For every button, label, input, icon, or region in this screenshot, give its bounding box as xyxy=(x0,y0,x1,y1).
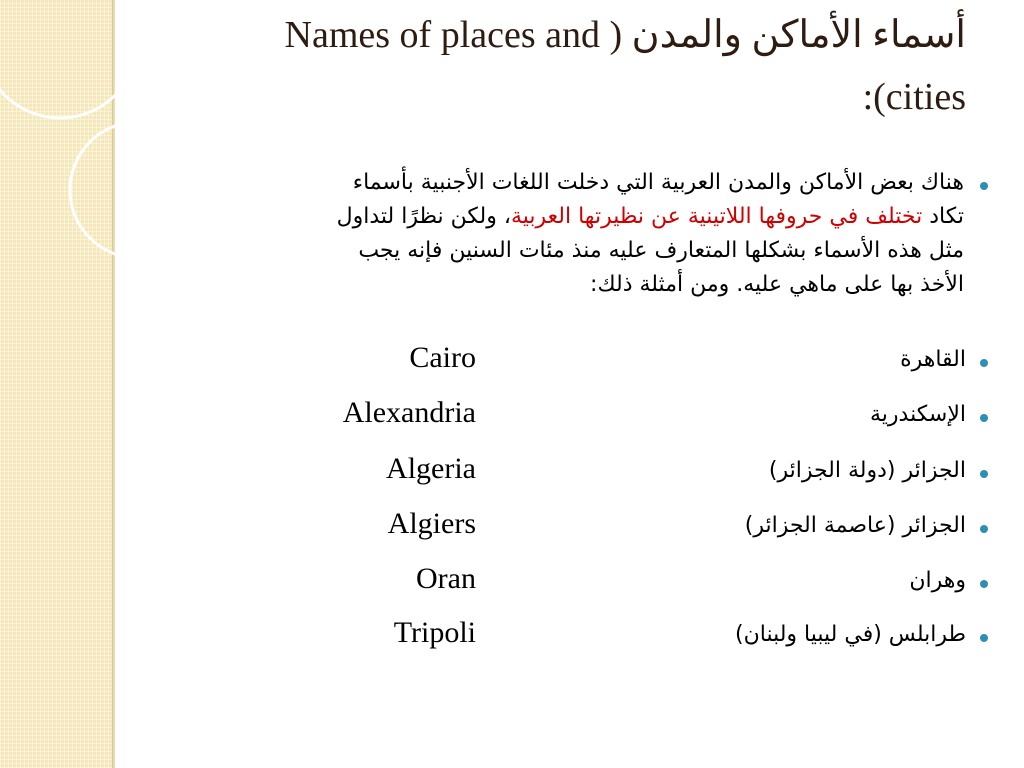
example-row-tripoli xyxy=(0,616,1024,666)
bullet-icon xyxy=(980,359,988,367)
example-row-oran xyxy=(0,562,1024,612)
title-line-2: cities): xyxy=(862,76,966,118)
bullet-icon xyxy=(980,525,988,533)
arabic-name: الإسكندرية xyxy=(870,402,966,427)
paragraph-text: ، ولكن نظرًا لتداول xyxy=(336,204,511,229)
arabic-name: طرابلس (في ليبيا ولبنان) xyxy=(735,622,966,647)
bullet-icon xyxy=(980,580,988,588)
paragraph-text: تكاد xyxy=(922,204,964,229)
intro-paragraph xyxy=(164,166,964,302)
arabic-name: الجزائر (عاصمة الجزائر) xyxy=(744,513,966,538)
arabic-name: الجزائر (دولة الجزائر) xyxy=(768,458,966,483)
english-name: Cairo xyxy=(409,341,476,374)
bullet-icon xyxy=(980,182,988,190)
decorative-circles-icon xyxy=(0,0,160,260)
english-name: Algiers xyxy=(387,507,476,540)
arabic-name: وهران xyxy=(909,568,966,593)
paragraph-line: هناك بعض الأماكن والمدن العربية التي دخلت اللغات الأجنبية بأسماء xyxy=(352,170,964,195)
slide-title xyxy=(206,4,966,128)
english-name: Algeria xyxy=(386,452,476,485)
english-name: Tripoli xyxy=(393,616,476,649)
bullet-icon xyxy=(980,470,988,478)
highlighted-text: تختلف في حروفها اللاتينية عن نظيرتها العربية xyxy=(510,204,923,229)
bullet-icon xyxy=(980,414,988,422)
example-row-algeria xyxy=(0,452,1024,502)
title-line-1: أسماء الأماكن والمدن ( Names of places and xyxy=(284,14,966,56)
example-row-algiers xyxy=(0,507,1024,557)
example-row-alexandria xyxy=(0,396,1024,446)
bullet-icon xyxy=(980,634,988,642)
example-row-cairo xyxy=(0,341,1024,391)
paragraph-line xyxy=(164,200,964,234)
arabic-name: القاهرة xyxy=(900,347,966,372)
paragraph-line: الأخذ بها على ماهي عليه. ومن أمثلة ذلك: xyxy=(590,272,964,297)
english-name: Oran xyxy=(416,562,476,595)
english-name: Alexandria xyxy=(342,396,476,429)
paragraph-line: مثل هذه الأسماء بشكلها المتعارف عليه منذ مئات السنين فإنه يجب xyxy=(358,238,964,263)
